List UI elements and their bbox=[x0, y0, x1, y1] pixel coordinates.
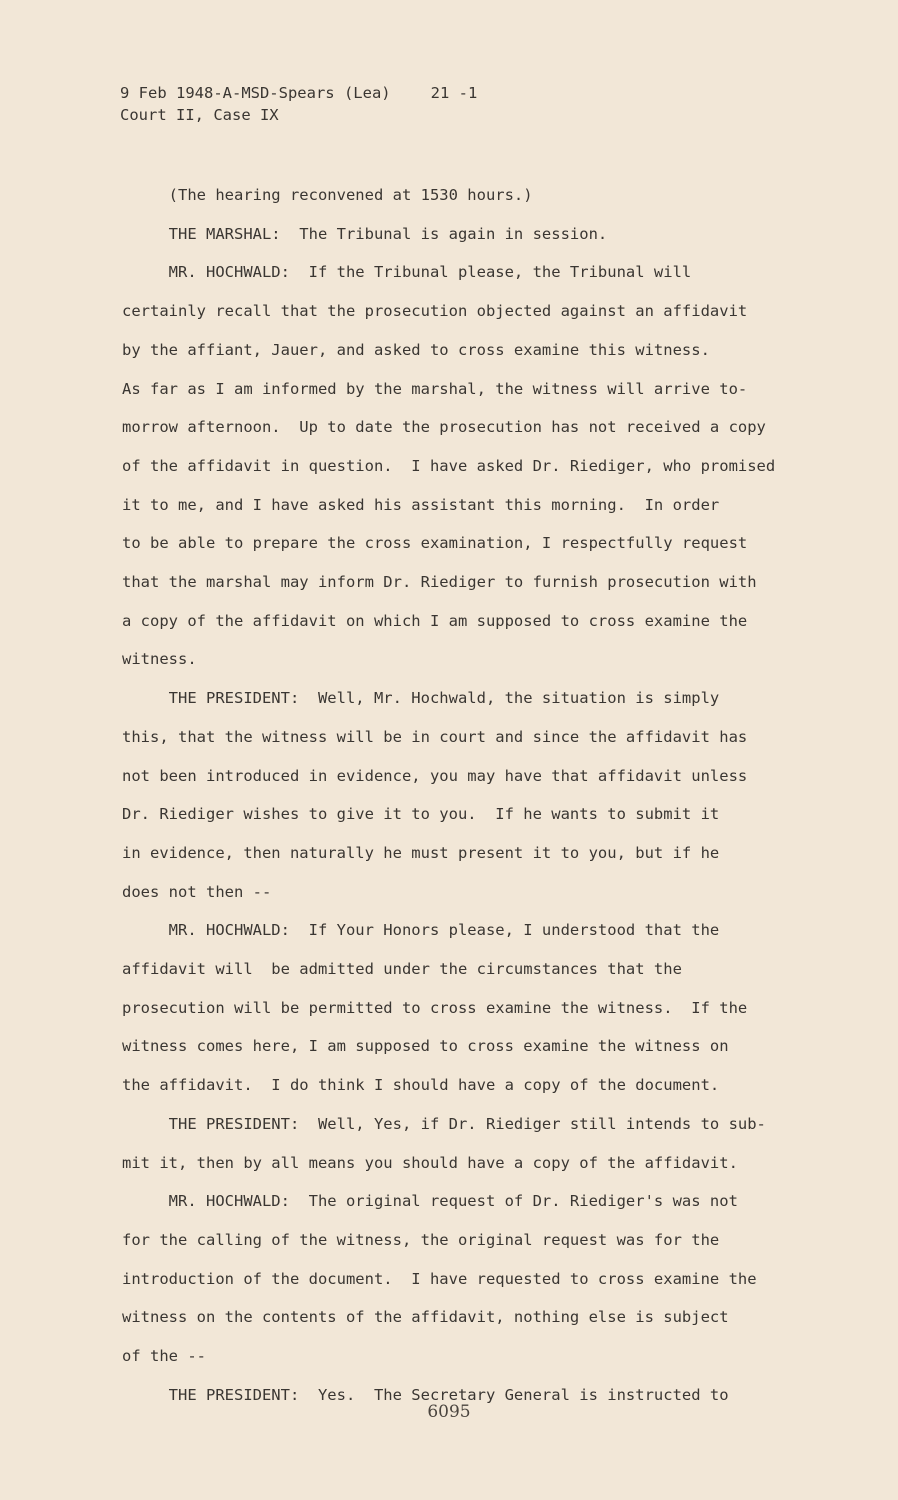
transcript-line: As far as I am informed by the marshal, the witness will arrive to- bbox=[122, 379, 748, 398]
transcript-line: in evidence, then naturally he must present it to you, but if he bbox=[122, 843, 720, 862]
transcript-line: it to me, and I have asked his assistant this morning. In order bbox=[122, 495, 720, 514]
page-number: 6095 bbox=[427, 1402, 471, 1422]
transcript-line: morrow afternoon. Up to date the prosecution has not received a copy bbox=[122, 418, 766, 437]
transcript-line: by the affiant, Jauer, and asked to cross examine this witness. bbox=[122, 340, 710, 359]
transcript-line: witness on the contents of the affidavit, nothing else is subject bbox=[122, 1308, 729, 1327]
transcript-line: the affidavit. I do think I should have a copy of the document. bbox=[122, 1076, 720, 1095]
header-date-reporter: 9 Feb 1948-A-MSD-Spears (Lea) bbox=[120, 84, 391, 102]
transcript-line: MR. HOCHWALD: If Your Honors please, I understood that the bbox=[122, 921, 720, 940]
header-line-1 bbox=[120, 82, 477, 104]
transcript-line: THE PRESIDENT: Yes. The Secretary General is instructed to bbox=[122, 1385, 729, 1404]
transcript-line: introduction of the document. I have requested to cross examine the bbox=[122, 1269, 757, 1288]
transcript-line: mit it, then by all means you should have a copy of the affidavit. bbox=[122, 1153, 738, 1172]
transcript-line: affidavit will be admitted under the circumstances that the bbox=[122, 960, 682, 979]
transcript-line: THE PRESIDENT: Well, Mr. Hochwald, the situation is simply bbox=[122, 689, 720, 708]
transcript-line: (The hearing reconvened at 1530 hours.) bbox=[122, 186, 533, 204]
transcript-line: for the calling of the witness, the original request was for the bbox=[122, 1230, 720, 1249]
document-header bbox=[120, 82, 477, 126]
transcript-line: certainly recall that the prosecution objected against an affidavit bbox=[122, 302, 748, 321]
transcript-line: this, that the witness will be in court and since the affidavit has bbox=[122, 727, 748, 746]
header-page-ref: 21 -1 bbox=[430, 84, 478, 102]
transcript-line: MR. HOCHWALD: If the Tribunal please, the Tribunal will bbox=[122, 263, 692, 282]
transcript-line: does not then -- bbox=[122, 882, 272, 901]
transcript-line: of the -- bbox=[122, 1347, 206, 1366]
transcript-line: not been introduced in evidence, you may have that affidavit unless bbox=[122, 766, 748, 785]
transcript-line: to be able to prepare the cross examination, I respectfully request bbox=[122, 534, 748, 553]
header-court-case: Court II, Case IX bbox=[120, 106, 279, 124]
transcript-line: of the affidavit in question. I have asked Dr. Riediger, who promised bbox=[122, 456, 776, 475]
transcript-line: a copy of the affidavit on which I am supposed to cross examine the bbox=[122, 611, 748, 630]
transcript-line: witness comes here, I am supposed to cross examine the witness on bbox=[122, 1037, 729, 1056]
transcript-line: that the marshal may inform Dr. Riediger to furnish prosecution with bbox=[122, 573, 757, 592]
transcript-line: witness. bbox=[122, 650, 197, 669]
transcript-line: prosecution will be permitted to cross examine the witness. If the bbox=[122, 998, 748, 1017]
transcript-body bbox=[122, 176, 802, 1415]
transcript-line: Dr. Riediger wishes to give it to you. If he wants to submit it bbox=[122, 805, 720, 824]
transcript-line: THE PRESIDENT: Well, Yes, if Dr. Riediger still intends to sub- bbox=[122, 1114, 766, 1133]
transcript-line: THE MARSHAL: The Tribunal is again in session. bbox=[122, 224, 608, 243]
transcript-line: MR. HOCHWALD: The original request of Dr. Riediger's was not bbox=[122, 1192, 738, 1211]
